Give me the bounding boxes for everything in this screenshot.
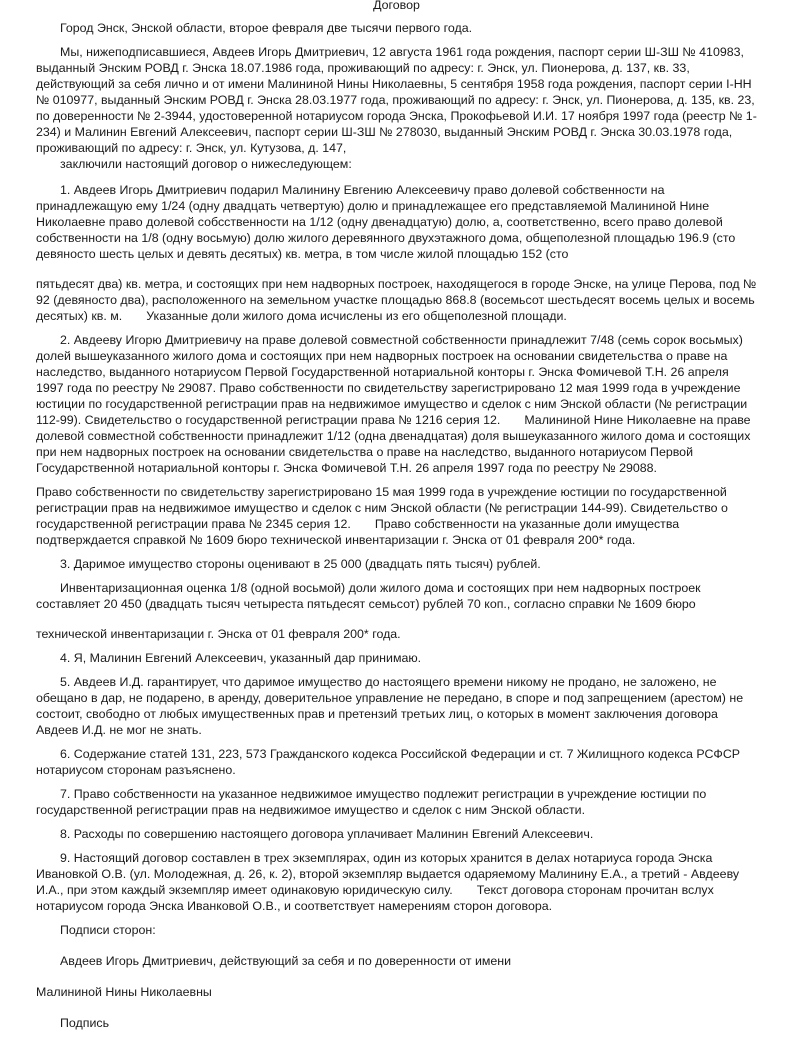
clause-1-continuation-text: пятьдесят два) кв. метра, и состоящих при нем надворных построек, находящегося в городе Энске, на улице Перова, под № 92 (девяносто два), расположенного на земельном участке площадью 868.8 (восемьсот шестьдесят восемь целых и восемь десятых) кв. м. xyxy=(36,277,757,323)
clause-2-malinina-text: Малининой Нине Николаевне на праве долевой совместной собственности принадлежит 1/12 (одна двенадцатая) доля вышеуказанного жилого дома и состоящих при нем надворных построек на основании свидетельства о праве на наследство, выданного нотариусом Первой Государственной нотариальной конторы г. Энска Фомичевой Т.Н. 26 апреля 1997 года по реестру № 29088. xyxy=(36,413,751,475)
valuation-paragraph: Инвентаризационная оценка 1/8 (одной восьмой) доли жилого дома и состоящих при нем надворных построек составляет 20 450 (двадцать тысяч четыреста пятьдесят семьсот) рублей 70 коп., согласно справки № 1609 бюро xyxy=(36,581,701,611)
clause-2-paragraph xyxy=(36,332,757,476)
clause-9-paragraph xyxy=(36,850,757,914)
clause-1-continuation xyxy=(36,276,757,324)
concluded-paragraph: заключили настоящий договор о нижеследующем: xyxy=(60,157,352,171)
clause-2-registration-text: Право собственности по свидетельству зарегистрировано 15 мая 1999 года в учреждение юстиции по государственной регистрации прав на недвижимое имущество и сделок с ним Энской области (№ регистрации 144-99). Свидетельство о государственной регистрации права № 2345 серия 12. xyxy=(36,485,728,531)
clause-2-text: 2. Авдееву Игорю Дмитриевичу на праве долевой совместной собственности принадлежит 7/48 (семь сорок восьмых) долей вышеуказанного жилого дома и состоящих при нем надворных построек на основании свидетельства о праве на наследство, выданного нотариусом Первой Государственной нотариальной конторы г. Энска Фомичевой Т.Н. 26 апреля 1997 года по реестру № 29087. Право собственности по свидетельству зарегистрировано 12 мая 1999 года в учреждение юстиции по государственной регистрации прав на недвижимое имущество и сделок с ним Энской области (№ регистрации 112-99). Свидетельство о государственной регистрации права № 1216 серия 12. xyxy=(36,333,748,427)
clause-7-paragraph: 7. Право собственности на указанное недвижимое имущество подлежит регистрации в учреждение юстиции по государственной регистрации прав на недвижимое имущество и сделок с ним Энской области. xyxy=(36,787,707,817)
signer-line: Авдеев Игорь Дмитриевич, действующий за себя и по доверенности от имени xyxy=(60,954,512,968)
clause-1-note: Указанные доли жилого дома исчислены из его общеполезной площади. xyxy=(146,309,567,323)
clause-1-paragraph: 1. Авдеев Игорь Дмитриевич подарил Малинину Евгению Алексеевичу право долевой собственности на принадлежащую ему 1/24 (одну двадцать четвертую) долю и принадлежащее его представляемой Малининой Нине Николаевне право долевой собсственности на 1/12 (одну двенадцатую) долю, а, соответственно, всего право долевой собственности на 1/8 (одну восьмую) долю жилого деревянного двухэтажного дома, общеполезной площадью 196.9 (сто девяносто шесть целых и девять десятых) кв. метра, в том числе жилой площадью 152 (сто xyxy=(36,183,736,261)
clause-6-paragraph: 6. Содержание статей 131, 223, 573 Гражданского кодекса Российской Федерации и ст. 7 Жилищного кодекса РСФСР нотариусом сторонам разъяснено. xyxy=(36,747,741,777)
signature-label: Подпись xyxy=(60,1016,110,1030)
clause-8-paragraph: 8. Расходы по совершению настоящего договора уплачивает Малинин Евгений Алексеевич. xyxy=(60,827,594,841)
place-date: Город Энск, Энской области, второе февраля две тысячи первого года. xyxy=(60,21,473,35)
valuation-continuation: технической инвентаризации г. Энска от 01 февраля 200* года. xyxy=(36,627,401,641)
clause-5-paragraph: 5. Авдеев И.Д. гарантирует, что даримое имущество до настоящего времени никому не продано, не заложено, не обещано в дар, не подарено, в аренду, доверительное управление не передано, в споре и под запрещением (арестом) не состоит, свободно от любых имущественных прав и претензий третьих лиц, о которых в момент заключения договора Авдеев И.Д. не мог не знать. xyxy=(36,675,744,737)
document-body xyxy=(0,20,793,1031)
document-title: Договор xyxy=(373,0,420,12)
clause-4-paragraph: 4. Я, Малинин Евгений Алексеевич, указанный дар принимаю. xyxy=(60,651,422,665)
parties-intro-paragraph: Мы, нижеподписавшиеся, Авдеев Игорь Дмитриевич, 12 августа 1961 года рождения, паспорт серии Ш-ЗШ № 410983, выданный Энским РОВД г. Энска 18.07.1986 года, проживающий по адресу: г. Энск, ул. Пионерова, д. 137, кв. 33, действующий за себя лично и от имени Малининой Нины Николаевны, 5 сентября 1958 года рождения, паспорт серии I-НН № 010977, выданный Энским РОВД г. Энска 28.03.1977 года, проживающий по адресу: г. Энск, ул. Пионерова, д. 135, кв. 23, по доверенности № 2-3944, удостоверенной нотариусом города Энска, Прокофьевой И.И. 17 ноября 1997 года (реестр № 1-234) и Малинин Евгений Алексеевич, паспорт серии Ш-ЗШ № 278030, выданный Энским РОВД г. Энска 30.03.1978 года, проживающий по адресу: г. Энск, ул. Кутузова, д. 147, xyxy=(36,45,757,155)
signatures-heading: Подписи сторон: xyxy=(60,923,156,937)
clause-3-paragraph: 3. Даримое имущество стороны оценивают в 25 000 (двадцать пять тысяч) рублей. xyxy=(60,557,541,571)
clause-9-text: 9. Настоящий договор составлен в трех экземплярах, один из которых хранится в делах нотариуса города Энска Ивановкой О.В. (ул. Молодежная, д. 26, к. 2), второй экземпляр выдается одаряемому Малинину Е.А., а третий - Авдееву И.А., при этом каждый экземпляр имеет одинаковую юридическую силу. xyxy=(36,851,740,897)
clause-2-confirmation-text: Право собственности на указанные доли имущества подтверждается справкой № 1609 бюро технической инвентаризации г. Энска от 01 февраля 200* года. xyxy=(36,517,680,547)
clause-9-reading-text: Текст договора сторонам прочитан вслух нотариусом города Энска Иванковой О.В., и соответствует намерениям сторон договора. xyxy=(36,883,714,913)
signer-line-continuation: Малининой Нины Николаевны xyxy=(36,985,212,999)
clause-2-registration-paragraph xyxy=(36,484,757,548)
